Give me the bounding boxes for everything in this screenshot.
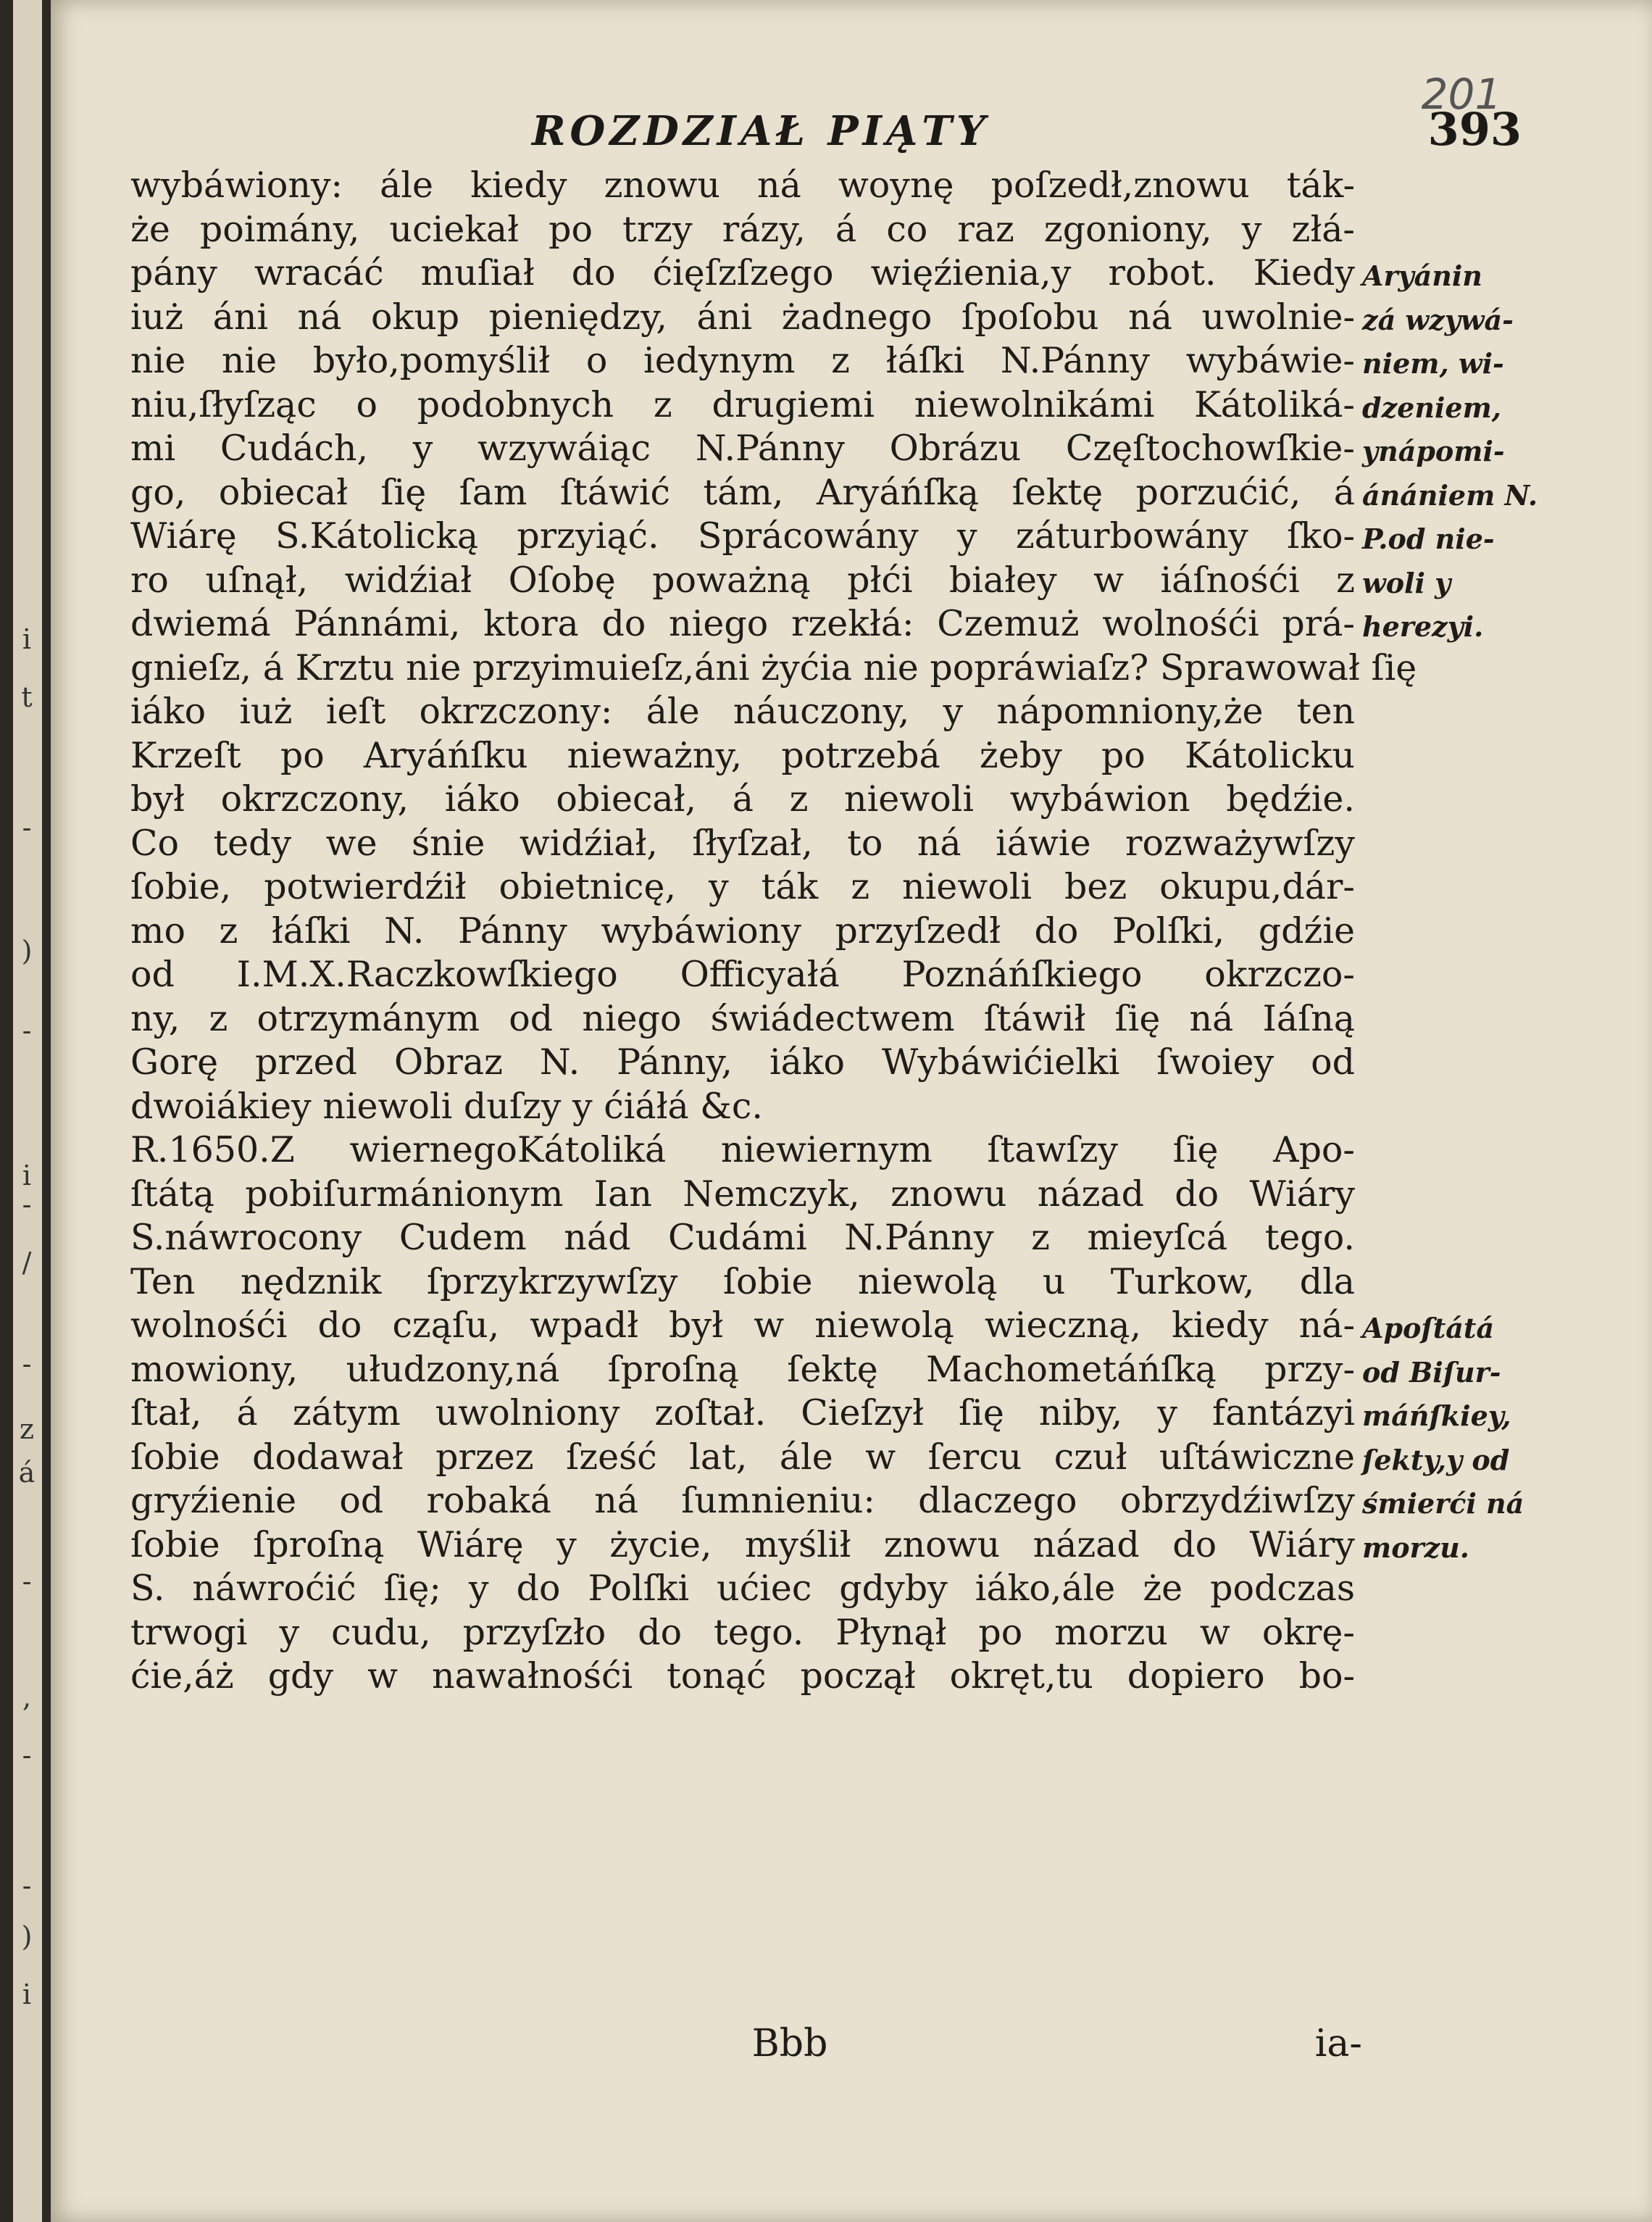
marginal-note-line: od Biſur- — [1362, 1355, 1501, 1389]
text-line: ſobie ſproſną Wiárę y życie, myślił znowu názad do Wiáry — [130, 1523, 1355, 1565]
running-head: ROZDZIAŁ PIĄTY — [532, 107, 990, 155]
facing-page-mark: - — [22, 1015, 32, 1046]
text-line: ſobie, potwierdźił obietnicę, y ták z niewoli bez okupu,dár- — [130, 866, 1355, 907]
text-line: ſtátą pobiſurmánionym Ian Nemczyk, znowu názad do Wiáry — [130, 1173, 1355, 1215]
text-line: S.náwrocony Cudem nád Cudámi N.Pánny z mieyſcá tego. — [130, 1217, 1355, 1258]
text-line: ro uſnął, widźiał Oſobę poważną płći białey w iáſnośći z — [130, 559, 1355, 601]
marginal-note-line: herezyi. — [1362, 610, 1484, 643]
text-line: Gorę przed Obraz N. Pánny, iáko Wybáwićielki ſwoiey od — [130, 1041, 1355, 1083]
text-line: go, obiecał ſię ſam ſtáwić tám, Aryáńſką ſektę porzućić, á — [130, 471, 1355, 513]
text-line: że poimány, uciekał po trzy rázy, á co raz zgoniony, y złá- — [130, 208, 1355, 250]
text-line: wybáwiony: ále kiedy znowu ná woynę poſzedł,znowu ták- — [130, 165, 1355, 206]
facing-page-mark: - — [22, 1870, 32, 1902]
marginal-note-line: ſekty,y od — [1362, 1443, 1510, 1476]
facing-page-mark: - — [22, 1565, 32, 1597]
marginal-note-line: ánániem N. — [1362, 478, 1538, 512]
text-line: dwiemá Pánnámi, ktora do niego rzekłá: Czemuż wolnośći prá- — [130, 603, 1355, 644]
text-line: Ten nędznik ſprzykrzywſzy ſobie niewolą u Turkow, dla — [130, 1260, 1355, 1302]
text-line: Wiárę S.Kátolicką przyiąć. Sprácowány y záturbowány ſko- — [130, 515, 1355, 557]
text-line: trwogi y cudu, przyſzło do tego. Płynął po morzu w okrę- — [130, 1611, 1355, 1653]
facing-page-mark: z — [19, 1413, 35, 1445]
marginal-note-line: zá wzywá- — [1362, 303, 1514, 336]
text-line: nie nie było,pomyślił o iedynym z łáſki N.Pánny wybáwie- — [130, 340, 1355, 381]
facing-page-mark: - — [22, 1348, 32, 1380]
text-line: gnieſz, á Krztu nie przyimuieſz,áni żyćia nie popráwiaſz? Sprawował ſię — [130, 646, 1417, 688]
facing-page-mark: i — [22, 623, 32, 655]
text-line: Co tedy we śnie widźiał, ſłyſzał, to ná iáwie rozważywſzy — [130, 822, 1355, 864]
signature-mark: Bbb — [751, 2022, 828, 2065]
text-line: iuż áni ná okup pieniędzy, áni żadnego ſpoſobu ná uwolnie- — [130, 296, 1355, 338]
facing-page-marks — [13, 0, 42, 2222]
text-line: ćie,áż gdy w nawałnośći tonąć począł okręt,tu dopiero bo- — [130, 1655, 1355, 1697]
text-line: ſobie dodawał przez ſześć lat, ále w ſercu czuł uſtáwiczne — [130, 1436, 1355, 1478]
text-line: Krzeſt po Aryáńſku nieważny, potrzebá żeby po Kátolicku — [130, 734, 1355, 776]
facing-page-mark: - — [22, 1189, 32, 1220]
text-line: mi Cudách, y wzywáiąc N.Pánny Obrázu Częſtochowſkie- — [130, 428, 1355, 469]
marginal-note-line: Apoſtátá — [1362, 1312, 1495, 1344]
text-line: gryźienie od robaká ná ſumnieniu: dlaczego obrzydźiwſzy — [130, 1480, 1355, 1521]
marginal-note-line: Aryánin — [1362, 259, 1482, 292]
marginal-note-line: máńſkiey, — [1362, 1399, 1511, 1432]
text-line: wolnośći do cząſu, wpadł był w niewolą wieczną, kiedy ná- — [130, 1305, 1355, 1346]
text-line: był okrzczony, iáko obiecał, á z niewoli wybáwion będźie. — [130, 778, 1355, 820]
text-line: mowiony, ułudzony,ná ſproſną ſektę Machometáńſką przy- — [130, 1348, 1355, 1390]
facing-page-mark: - — [22, 1739, 32, 1771]
marginal-note-line: śmierći ná — [1362, 1487, 1524, 1520]
handwritten-folio-number: 201 — [1421, 70, 1502, 119]
text-line: ny, z otrzymánym od niego świádectwem ſtáwił ſię ná Iáſną — [130, 997, 1355, 1039]
text-line: R.1650.Z wiernegoKátoliká niewiernym ſtawſzy ſię Apo- — [130, 1129, 1355, 1170]
marginal-note-line: morzu. — [1362, 1531, 1470, 1564]
marginal-note-line: P.od nie- — [1362, 523, 1495, 555]
marginal-note-line: dzeniem, — [1362, 391, 1502, 424]
text-line: ſtał, á zátym uwolniony zoſtał. Cieſzył ſię niby, y fantázyi — [130, 1392, 1355, 1434]
text-line: dwoiákiey niewoli duſzy y ćiáłá &c. — [130, 1085, 763, 1127]
text-line: niu,ſłyſząc o podobnych z drugiemi niewolnikámi Kátoliká- — [130, 383, 1355, 425]
facing-page-mark: á — [18, 1457, 36, 1489]
facing-page-mark: , — [22, 1681, 32, 1713]
marginal-note-line: niem, wi- — [1362, 347, 1504, 380]
facing-page-mark: ) — [21, 935, 33, 967]
page-number: 393 — [1427, 103, 1522, 156]
facing-page-mark: i — [22, 1978, 32, 2010]
facing-page-mark: ) — [21, 1921, 33, 1952]
marginal-note — [1362, 254, 1543, 649]
text-line: od I.M.X.Raczkowſkiego Officyałá Poznáńſkiego okrzczo- — [130, 954, 1355, 995]
text-line: S. náwroćić ſię; y do Polſki ućiec gdyby iáko,ále że podczas — [130, 1568, 1355, 1609]
facing-page-mark: - — [22, 812, 32, 844]
marginal-note-line: ynápomi- — [1362, 435, 1505, 467]
text-line: iáko iuż ieſt okrzczony: ále náuczony, y nápomniony,że ten — [130, 691, 1355, 732]
marginal-note-line: woli y — [1362, 566, 1451, 599]
facing-page-mark: / — [22, 1247, 32, 1278]
catchword: ia- — [1314, 2022, 1362, 2065]
facing-page-mark: i — [22, 1160, 32, 1191]
text-line: mo z łáſki N. Pánny wybáwiony przyſzedł do Polſki, gdźie — [130, 910, 1355, 952]
marginal-note — [1362, 1307, 1543, 1570]
facing-page-mark: t — [21, 681, 33, 713]
text-line: pány wracáć muſiał do ćięſzſzego więźienia,y robot. Kiedy — [130, 252, 1355, 294]
